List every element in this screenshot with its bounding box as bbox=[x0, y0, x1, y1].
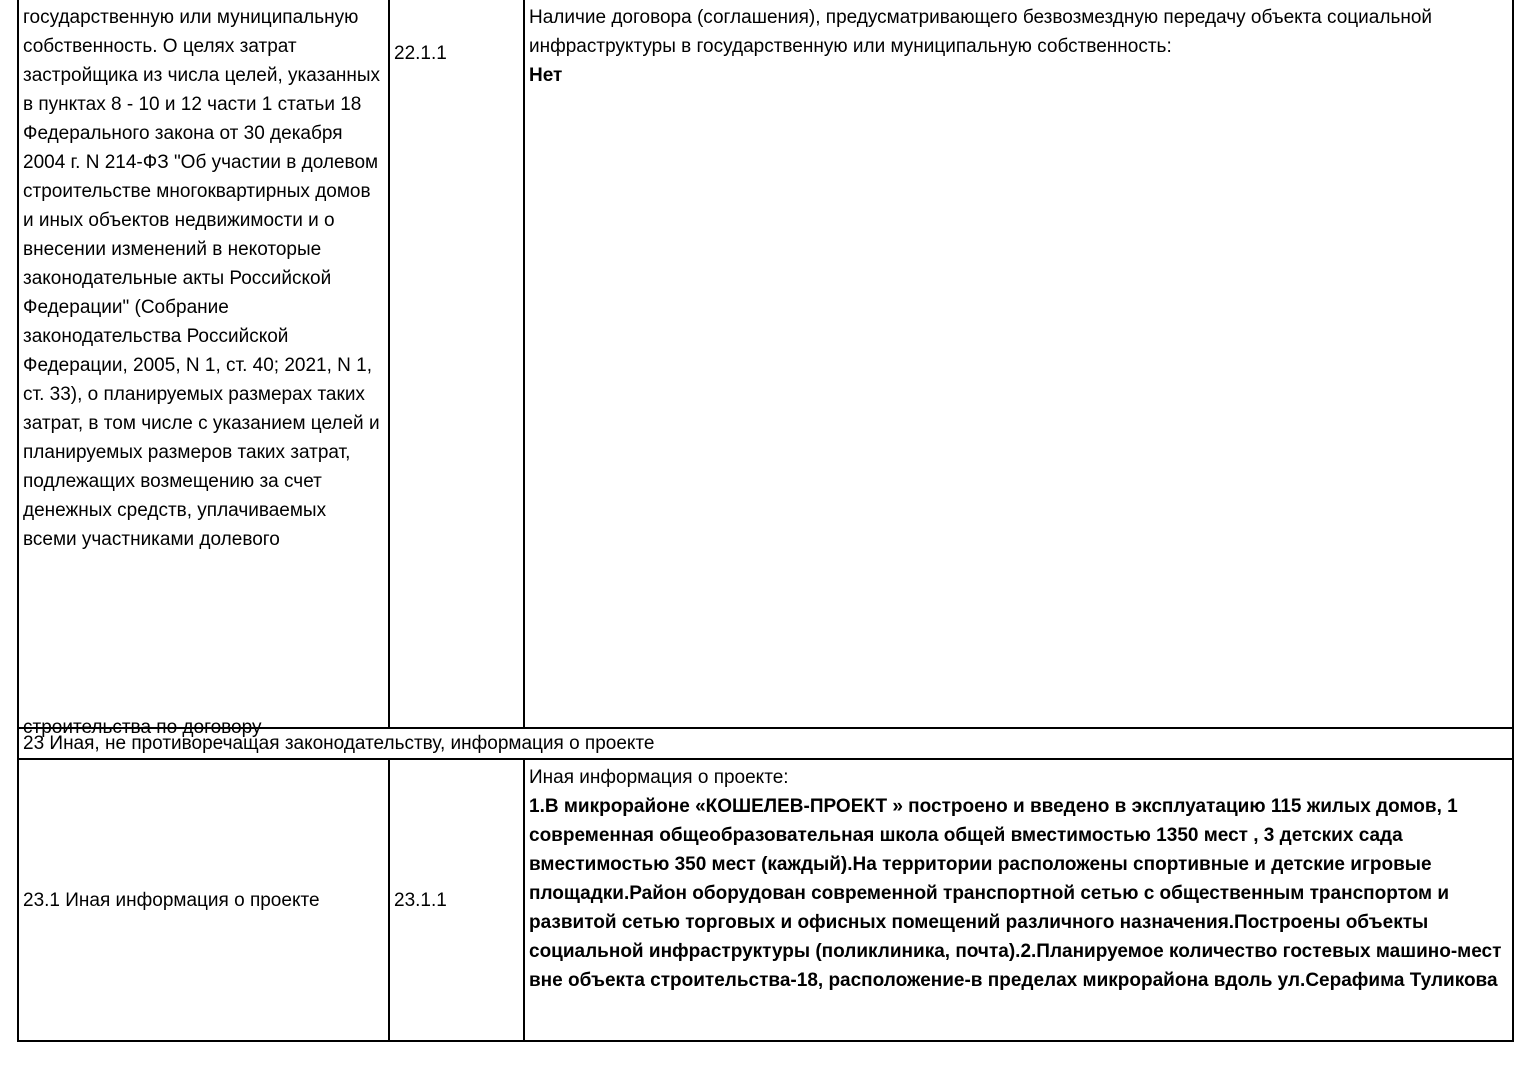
cell-22-description bbox=[18, 0, 389, 738]
section-22-code: 22.1.1 bbox=[394, 43, 447, 64]
section-23-1-info-label: Иная информация о проекте: bbox=[529, 767, 789, 788]
cell-22-code bbox=[389, 0, 524, 728]
cell-23-1-info bbox=[524, 759, 1513, 1041]
cell-23-1-title: 23.1 Иная информация о проекте bbox=[18, 759, 389, 1041]
row-section-22 bbox=[18, 0, 1513, 728]
section-22-description-text: государственную или муниципальную собственность. О целях затрат застройщика из числа целей, указанных в пунктах 8 - 10 и 12 части 1 статьи 18 Федерального закона от 30 декабря 2004 г. N 214-ФЗ "Об участии в долевом строительстве многоквартирных домов и иных объектов недвижимости и о внесении изменений в некоторые законодательные акты Российской Федерации" (Собрание законодательства Российской Федерации, 2005, N 1, ст. 40; 2021, N 1, ст. 33), о планируемых размерах таких затрат, в том числе с указанием целей и планируемых размеров таких затрат, подлежащих возмещению за счет денежных средств, уплачиваемых всеми участниками долевого bbox=[23, 7, 381, 550]
row-section-23-1 bbox=[18, 759, 1513, 1041]
section-22-info-value: Нет bbox=[529, 65, 563, 86]
cell-23-1-code: 23.1.1 bbox=[389, 759, 524, 1041]
section-23-header-cell: 23 Иная, не противоречащая законодательству, информация о проекте bbox=[18, 728, 1513, 759]
cell-22-info bbox=[524, 0, 1513, 728]
section-22-info-label: Наличие договора (соглашения), предусматривающего безвозмездную передачу объекта социальной инфраструктуры в государственную или муниципальную собственность: bbox=[529, 7, 1433, 57]
section-22-description-overflow-line: строительства по договору bbox=[23, 717, 262, 738]
declaration-table bbox=[17, 0, 1514, 1042]
section-23-1-info-value: 1.В микрорайоне «КОШЕЛЕВ-ПРОЕКТ » построено и введено в эксплуатацию 115 жилых домов, 1 современная общеобразовательная школа общей вместимостью 1350 мест , 3 детских сада вместимостью 350 мест (каждый).На территории расположены спортивные и детские игровые площадки.Район оборудован современной транспортной сетью с общественным транспортом и развитой сетью торговых и офисных помещений различного назначения.Построены объекты социальной инфраструктуры (поликлиника, почта).2.Планируемое количество гостевых машино-мест вне объекта строительства-18, расположение-в пределах микрорайона вдоль ул.Серафима Туликова bbox=[529, 796, 1502, 991]
